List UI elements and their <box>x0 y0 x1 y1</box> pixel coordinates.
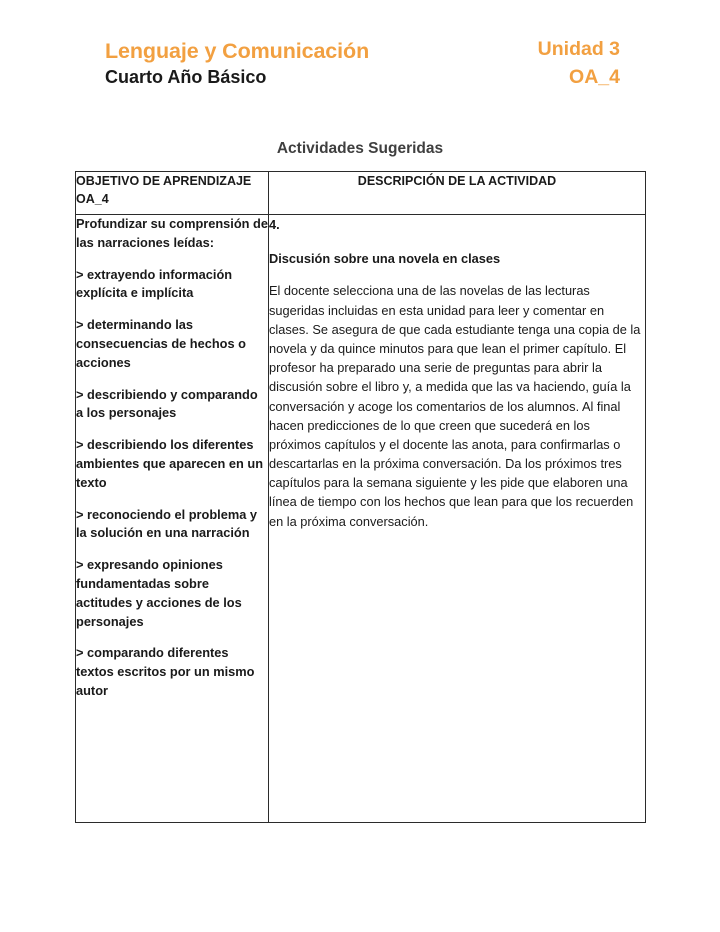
section-title: Actividades Sugeridas <box>276 140 444 157</box>
objective-cell <box>76 215 269 823</box>
oa-code-label: OA_4 <box>569 65 620 88</box>
objective-item: > describiendo y comparando a los personajes <box>76 386 258 421</box>
subject-title: Lenguaje y Comunicación <box>105 39 370 63</box>
objective-item: > describiendo los diferentes ambientes que aparecen en un texto <box>76 437 264 490</box>
header-left-block <box>105 38 369 90</box>
activity-heading: Discusión sobre una novela en clases <box>269 251 501 267</box>
table-row <box>76 215 646 823</box>
activity-number: 4. <box>269 217 280 232</box>
header-right-block <box>538 38 620 90</box>
activities-table <box>75 171 646 823</box>
objective-item: > expresando opiniones fundamentadas sobre actitudes y acciones de los personajes <box>76 557 242 629</box>
column-header-description: DESCRIPCIÓN DE LA ACTIVIDAD <box>269 172 646 215</box>
table-header-row <box>76 172 646 215</box>
activity-body-text: El docente selecciona una de las novelas de las lecturas sugeridas incluidas en esta unidad para leer y comentar en clases. Se asegura de que cada estudiante tenga una copia de la novela y da quince minutos para que lean el primer capítulo. El profesor ha preparado una serie de preguntas para abrir la discusión sobre el libro y, a medida que las va haciendo, guía la conversación y acoge los comentarios de los alumnos. Al final hacen predicciones de lo que creen que sucederá en los próximos capítulos y el docente las anota, para confirmarlas o descartarlas en la próxima conversación. Da los próximos tres capítulos para la semana siguiente y les pide que elaboren una línea de tiempo con los hechos que lean para que los recuerden en la próxima conversación. <box>269 283 641 529</box>
objective-item: > extrayendo información explícita e implícita <box>76 266 233 301</box>
objective-item: > determinando las consecuencias de hechos o acciones <box>76 317 246 370</box>
objective-item: > reconociendo el problema y la solución en una narración <box>76 506 257 541</box>
objective-intro: Profundizar su comprensión de las narraciones leídas: <box>76 216 268 250</box>
description-cell <box>269 215 646 823</box>
objective-item: > comparando diferentes textos escritos por un mismo autor <box>76 645 255 698</box>
column-header-objective: OBJETIVO DE APRENDIZAJE OA_4 <box>76 172 269 215</box>
grade-title: Cuarto Año Básico <box>105 67 267 88</box>
unit-label: Unidad 3 <box>537 38 620 60</box>
document-header <box>105 38 620 90</box>
